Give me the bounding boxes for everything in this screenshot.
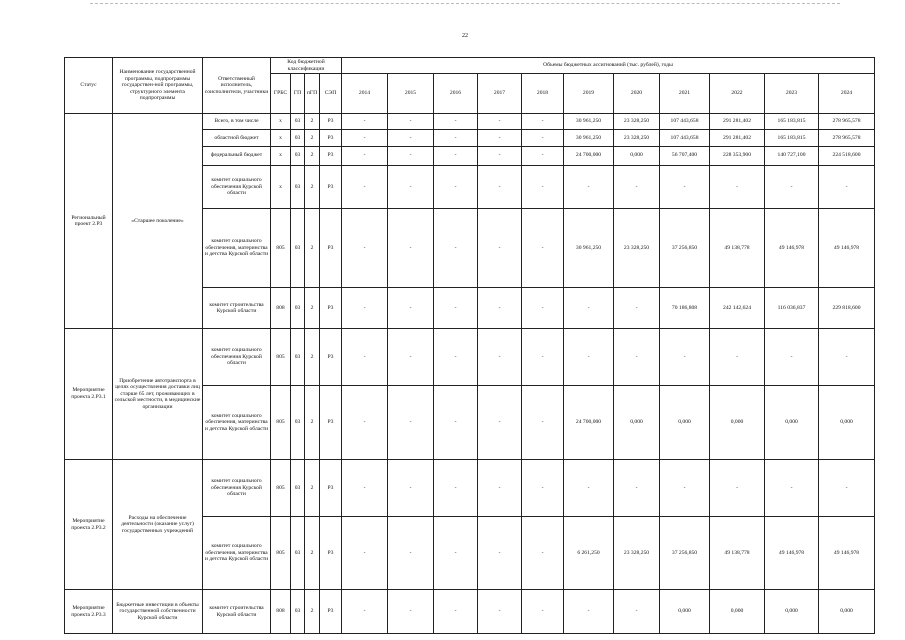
header-year: 2023 <box>765 74 819 114</box>
code-pgp-cell: 2 <box>305 329 320 386</box>
code-oem-cell: P3 <box>320 146 342 165</box>
amount-cell: - <box>564 459 614 516</box>
amount-cell: - <box>388 386 434 460</box>
code-grbs-cell: 808 <box>271 590 291 634</box>
amount-cell: - <box>342 329 388 386</box>
amount-cell: - <box>522 590 564 634</box>
amount-cell: - <box>342 146 388 165</box>
responsible-cell: федеральный бюджет <box>203 146 271 165</box>
header-year: 2020 <box>614 74 660 114</box>
code-pgp-cell: 2 <box>305 288 320 329</box>
code-pgp-cell: 2 <box>305 130 320 146</box>
amount-cell: 107 443,658 <box>660 130 710 146</box>
responsible-cell: комитет социального обеспечения, материнства и детства Курской области <box>203 209 271 288</box>
amount-cell: - <box>342 288 388 329</box>
amount-cell: - <box>614 165 660 209</box>
amount-cell: - <box>564 288 614 329</box>
code-pgp-cell: 2 <box>305 146 320 165</box>
amount-cell: - <box>388 459 434 516</box>
budget-body <box>65 114 875 634</box>
status-cell: Мероприятие проекта 2.P3.1 <box>65 329 113 460</box>
amount-cell: - <box>342 209 388 288</box>
budget-table <box>64 57 875 634</box>
status-cell: Мероприятие проекта 2.P3.2 <box>65 459 113 590</box>
header-grbs: ГРБС <box>271 74 291 114</box>
amount-cell: 24 700,000 <box>564 146 614 165</box>
code-oem-cell: P3 <box>320 516 342 590</box>
amount-cell: 165 183,815 <box>765 114 819 130</box>
amount-cell: 0,000 <box>614 146 660 165</box>
amount-cell: 0,000 <box>765 590 819 634</box>
amount-cell: - <box>564 165 614 209</box>
amount-cell: - <box>564 329 614 386</box>
code-gp-cell: 03 <box>291 130 305 146</box>
amount-cell: 116 036,837 <box>765 288 819 329</box>
amount-cell: 49 138,778 <box>710 516 765 590</box>
code-oem-cell: P3 <box>320 209 342 288</box>
amount-cell: - <box>388 288 434 329</box>
amount-cell: - <box>434 288 478 329</box>
code-gp-cell: 03 <box>291 209 305 288</box>
amount-cell: - <box>342 516 388 590</box>
amount-cell: - <box>342 130 388 146</box>
amount-cell: - <box>522 386 564 460</box>
amount-cell: - <box>522 329 564 386</box>
amount-cell: - <box>434 130 478 146</box>
page-number: 22 <box>462 33 468 39</box>
amount-cell: - <box>765 459 819 516</box>
header-year: 2017 <box>478 74 522 114</box>
header-name: Наименование государственной программы, подпрограммы государствен-ной программы, структурного элемента подпрограммы <box>113 58 203 114</box>
amount-cell: - <box>614 288 660 329</box>
code-pgp-cell: 2 <box>305 209 320 288</box>
amount-cell: 30 961,250 <box>564 114 614 130</box>
table-row <box>65 590 875 634</box>
amount-cell: - <box>342 114 388 130</box>
amount-cell: 291 281,402 <box>710 130 765 146</box>
amount-cell: - <box>522 288 564 329</box>
amount-cell: - <box>388 130 434 146</box>
code-pgp-cell: 2 <box>305 114 320 130</box>
amount-cell: - <box>434 459 478 516</box>
code-grbs-cell: 805 <box>271 209 291 288</box>
amount-cell: - <box>660 329 710 386</box>
amount-cell: - <box>564 590 614 634</box>
status-cell: Мероприятие проекта 2.P3.3 <box>65 590 113 634</box>
amount-cell: - <box>710 165 765 209</box>
code-grbs-cell: 808 <box>271 288 291 329</box>
amount-cell: - <box>522 130 564 146</box>
amount-cell: - <box>819 329 875 386</box>
code-gp-cell: 03 <box>291 146 305 165</box>
code-pgp-cell: 2 <box>305 165 320 209</box>
header-year: 2014 <box>342 74 388 114</box>
amount-cell: - <box>388 165 434 209</box>
amount-cell: 0,000 <box>819 590 875 634</box>
header-pgp: пГП <box>305 74 320 114</box>
amount-cell: 0,000 <box>765 386 819 460</box>
responsible-cell: комитет социального обеспечения, материнства и детства Курской области <box>203 386 271 460</box>
amount-cell: 37 256,850 <box>660 209 710 288</box>
amount-cell: - <box>388 146 434 165</box>
amount-cell: - <box>434 146 478 165</box>
code-gp-cell: 03 <box>291 329 305 386</box>
amount-cell: 23 328,250 <box>614 516 660 590</box>
amount-cell: 0,000 <box>660 386 710 460</box>
amount-cell: 6 261,250 <box>564 516 614 590</box>
program-name-cell: Расходы на обеспечение деятельности (оказание услуг) государственных учреждений <box>113 459 203 590</box>
amount-cell: - <box>388 516 434 590</box>
code-oem-cell: P3 <box>320 459 342 516</box>
code-oem-cell: P3 <box>320 386 342 460</box>
amount-cell: 229 818,600 <box>819 288 875 329</box>
amount-cell: - <box>478 386 522 460</box>
code-grbs-cell: 805 <box>271 329 291 386</box>
amount-cell: 0,000 <box>710 590 765 634</box>
code-grbs-cell: x <box>271 114 291 130</box>
header-responsible: Ответственный исполнитель, соисполнители, участники <box>203 58 271 114</box>
amount-cell: - <box>478 516 522 590</box>
code-pgp-cell: 2 <box>305 459 320 516</box>
program-name-cell: Приобретение автотранспорта в целях осуществления доставки лиц старше 65 лет, проживающих в сельской местности, в медицинские организации <box>113 329 203 460</box>
amount-cell: - <box>342 386 388 460</box>
amount-cell: 37 256,850 <box>660 516 710 590</box>
code-grbs-cell: 805 <box>271 386 291 460</box>
amount-cell: 70 186,808 <box>660 288 710 329</box>
table-row <box>65 329 875 386</box>
amount-cell: - <box>819 165 875 209</box>
header-year: 2018 <box>522 74 564 114</box>
amount-cell: - <box>388 114 434 130</box>
amount-cell: - <box>522 516 564 590</box>
amount-cell: - <box>478 209 522 288</box>
amount-cell: - <box>819 459 875 516</box>
amount-cell: 30 961,250 <box>564 209 614 288</box>
amount-cell: 49 146,978 <box>765 209 819 288</box>
responsible-cell: комитет социального обеспечения Курской области <box>203 329 271 386</box>
amount-cell: - <box>434 590 478 634</box>
amount-cell: 49 138,778 <box>710 209 765 288</box>
top-border-line <box>90 3 840 4</box>
amount-cell: 107 443,658 <box>660 114 710 130</box>
amount-cell: 0,000 <box>614 386 660 460</box>
code-grbs-cell: x <box>271 130 291 146</box>
code-gp-cell: 03 <box>291 386 305 460</box>
amount-cell: - <box>614 329 660 386</box>
code-oem-cell: P3 <box>320 130 342 146</box>
amount-cell: 242 142,624 <box>710 288 765 329</box>
code-oem-cell: P3 <box>320 165 342 209</box>
code-oem-cell: P3 <box>320 590 342 634</box>
amount-cell: 291 281,402 <box>710 114 765 130</box>
code-grbs-cell: 805 <box>271 516 291 590</box>
code-grbs-cell: x <box>271 165 291 209</box>
amount-cell: 56 707,400 <box>660 146 710 165</box>
responsible-cell: комитет социального обеспечения Курской области <box>203 459 271 516</box>
amount-cell: - <box>522 146 564 165</box>
amount-cell: - <box>522 209 564 288</box>
code-gp-cell: 03 <box>291 459 305 516</box>
amount-cell: - <box>522 165 564 209</box>
amount-cell: - <box>478 130 522 146</box>
status-cell: Региональный проект 2.P3 <box>65 114 113 329</box>
amount-cell: - <box>710 329 765 386</box>
amount-cell: 30 961,250 <box>564 130 614 146</box>
amount-cell: - <box>478 590 522 634</box>
amount-cell: - <box>342 590 388 634</box>
amount-cell: - <box>434 329 478 386</box>
code-pgp-cell: 2 <box>305 590 320 634</box>
amount-cell: - <box>765 329 819 386</box>
amount-cell: - <box>522 459 564 516</box>
code-gp-cell: 03 <box>291 590 305 634</box>
header-year: 2024 <box>819 74 875 114</box>
amount-cell: - <box>522 114 564 130</box>
program-name-cell: Бюджетные инвестиции в объекты государственной собственности Курской области <box>113 590 203 634</box>
amount-cell: 165 183,815 <box>765 130 819 146</box>
amount-cell: - <box>434 114 478 130</box>
amount-cell: 23 328,250 <box>614 114 660 130</box>
amount-cell: - <box>388 209 434 288</box>
code-oem-cell: P3 <box>320 114 342 130</box>
amount-cell: - <box>478 288 522 329</box>
amount-cell: 0,000 <box>710 386 765 460</box>
header-year: 2021 <box>660 74 710 114</box>
header-gp: ГП <box>291 74 305 114</box>
amount-cell: - <box>614 590 660 634</box>
amount-cell: 23 328,250 <box>614 209 660 288</box>
amount-cell: 278 965,578 <box>819 114 875 130</box>
code-gp-cell: 03 <box>291 114 305 130</box>
amount-cell: - <box>478 459 522 516</box>
table-row <box>65 114 875 130</box>
amount-cell: 23 328,250 <box>614 130 660 146</box>
amount-cell: 49 146,978 <box>819 516 875 590</box>
amount-cell: 140 727,100 <box>765 146 819 165</box>
responsible-cell: Всего, в том числе <box>203 114 271 130</box>
code-gp-cell: 03 <box>291 165 305 209</box>
amount-cell: 228 353,900 <box>710 146 765 165</box>
code-pgp-cell: 2 <box>305 516 320 590</box>
responsible-cell: комитет социального обеспечения, материнства и детства Курской области <box>203 516 271 590</box>
amount-cell: - <box>660 459 710 516</box>
amount-cell: - <box>434 165 478 209</box>
amount-cell: - <box>478 114 522 130</box>
program-name-cell: «Старшее поколение» <box>113 114 203 329</box>
amount-cell: - <box>478 165 522 209</box>
table-row <box>65 459 875 516</box>
amount-cell: 224 518,600 <box>819 146 875 165</box>
amount-cell: 49 146,978 <box>765 516 819 590</box>
amount-cell: 24 700,000 <box>564 386 614 460</box>
header-row-1 <box>65 58 875 74</box>
responsible-cell: областной бюджет <box>203 130 271 146</box>
header-code-group: Код бюджетной классификации <box>271 58 342 74</box>
header-year: 2015 <box>388 74 434 114</box>
code-gp-cell: 03 <box>291 516 305 590</box>
responsible-cell: комитет строительства Курской области <box>203 590 271 634</box>
amount-cell: - <box>434 386 478 460</box>
amount-cell: - <box>434 209 478 288</box>
header-amounts-group: Объемы бюджетных ассигнований (тыс. рублей), годы <box>342 58 875 74</box>
header-year: 2022 <box>710 74 765 114</box>
code-pgp-cell: 2 <box>305 386 320 460</box>
amount-cell: - <box>388 590 434 634</box>
amount-cell: 0,000 <box>819 386 875 460</box>
header-oem: СЭП <box>320 74 342 114</box>
responsible-cell: комитет социального обеспечения Курской области <box>203 165 271 209</box>
amount-cell: - <box>660 165 710 209</box>
responsible-cell: комитет строительства Курской области <box>203 288 271 329</box>
code-oem-cell: P3 <box>320 329 342 386</box>
amount-cell: 0,000 <box>660 590 710 634</box>
header-year: 2016 <box>434 74 478 114</box>
header-year: 2019 <box>564 74 614 114</box>
amount-cell: - <box>478 329 522 386</box>
code-grbs-cell: x <box>271 146 291 165</box>
amount-cell: - <box>342 165 388 209</box>
amount-cell: - <box>342 459 388 516</box>
amount-cell: - <box>434 516 478 590</box>
header-status: Статус <box>65 58 113 114</box>
amount-cell: - <box>710 459 765 516</box>
amount-cell: 278 965,578 <box>819 130 875 146</box>
amount-cell: 49 146,978 <box>819 209 875 288</box>
amount-cell: - <box>765 165 819 209</box>
amount-cell: - <box>614 459 660 516</box>
code-oem-cell: P3 <box>320 288 342 329</box>
code-grbs-cell: 805 <box>271 459 291 516</box>
amount-cell: - <box>478 146 522 165</box>
amount-cell: - <box>388 329 434 386</box>
code-gp-cell: 03 <box>291 288 305 329</box>
